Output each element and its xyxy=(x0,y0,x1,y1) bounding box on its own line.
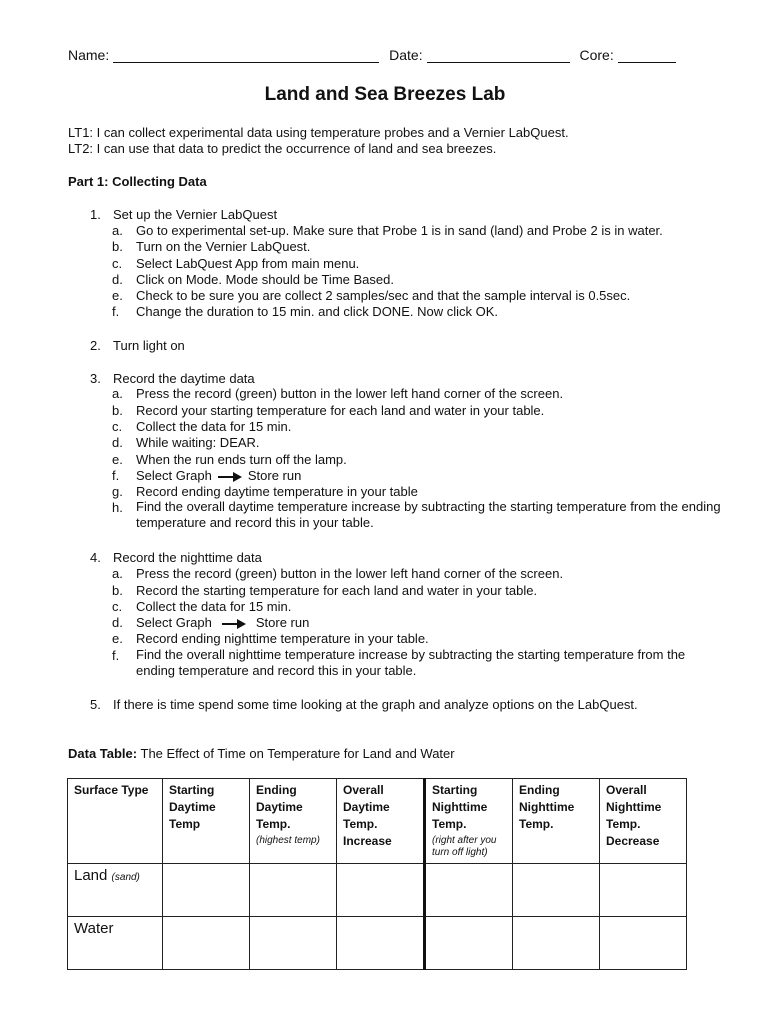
date-label: Date: xyxy=(389,47,423,63)
sub-letter: f. xyxy=(112,648,120,663)
row-label-land: Land (sand) xyxy=(68,864,163,917)
sub-letter: c. xyxy=(112,419,123,434)
caption-bold: Data Table: xyxy=(68,746,138,761)
cell-land-start-night[interactable] xyxy=(425,864,513,917)
header-ending-nighttime-temp: Ending Nighttime Temp. xyxy=(513,779,600,864)
step-number: 2. xyxy=(90,338,101,353)
sub-text: Find the overall nighttime temperature increase by subtracting the starting temperature from the ending temperature and record this in your table. xyxy=(136,647,686,678)
step-3-sub-b xyxy=(112,403,544,418)
date-blank[interactable] xyxy=(427,48,570,63)
data-table-caption xyxy=(68,746,455,761)
step-3-sub-a xyxy=(112,386,563,401)
core-label: Core: xyxy=(579,47,614,63)
sub-text: When the run ends turn off the lamp. xyxy=(136,452,347,467)
sub-letter: d. xyxy=(112,272,123,287)
header-starting-nighttime-temp: Starting Nighttime Temp. (right after you turn off light) xyxy=(425,779,513,864)
step-text: Record the nighttime data xyxy=(113,550,262,565)
cell-land-end-night[interactable] xyxy=(513,864,600,917)
table-row xyxy=(68,864,687,917)
sub-text: Turn on the Vernier LabQuest. xyxy=(136,239,311,254)
sub-text: Record your starting temperature for each land and water in your table. xyxy=(136,403,545,418)
step-text: Record the daytime data xyxy=(113,371,255,386)
sub-text: Record the starting temperature for each land and water in your table. xyxy=(136,583,538,598)
cell-land-end-day[interactable] xyxy=(250,864,337,917)
cell-land-overall-day[interactable] xyxy=(337,864,425,917)
sub-text: Record ending daytime temperature in your table xyxy=(136,484,418,499)
sub-text: Select LabQuest App from main menu. xyxy=(136,256,360,271)
header-overall-nighttime-decrease: Overall Nighttime Temp. Decrease xyxy=(600,779,687,864)
sub-text: Check to be sure you are collect 2 samples/sec and that the sample interval is 0.5sec. xyxy=(136,288,631,303)
sub-text: Press the record (green) button in the lower left hand corner of the screen. xyxy=(136,566,564,581)
learning-target-2: LT2: I can use that data to predict the occurrence of land and sea breezes. xyxy=(68,141,497,156)
step-text: If there is time spend some time looking at the graph and analyze options on the LabQuest. xyxy=(113,697,638,712)
step-4-sub-d xyxy=(112,615,309,630)
right-arrow-icon xyxy=(222,619,246,629)
header-ending-daytime-temp: Ending Daytime Temp. (highest temp) xyxy=(250,779,337,864)
sub-letter: b. xyxy=(112,239,123,254)
sub-text-b: Store run xyxy=(255,615,310,630)
sub-letter: a. xyxy=(112,566,123,581)
step-text: Set up the Vernier LabQuest xyxy=(113,207,278,222)
header-starting-daytime-temp: Starting Daytime Temp xyxy=(163,779,250,864)
step-1-sub-e xyxy=(112,288,630,303)
sub-text-a: Select Graph xyxy=(136,615,212,630)
student-info-line xyxy=(68,47,676,63)
step-3-sub-h xyxy=(112,500,722,531)
sub-letter: f. xyxy=(112,304,120,319)
cell-land-overall-night[interactable] xyxy=(600,864,687,917)
sub-letter: c. xyxy=(112,599,123,614)
caption-text: The Effect of Time on Temperature for Land and Water xyxy=(140,746,455,761)
step-number: 1. xyxy=(90,207,101,222)
sub-letter: a. xyxy=(112,223,123,238)
step-3-sub-d xyxy=(112,435,260,450)
sub-letter: g. xyxy=(112,484,123,499)
cell-water-start-day[interactable] xyxy=(163,917,250,970)
step-4-sub-c xyxy=(112,599,291,614)
cell-water-start-night[interactable] xyxy=(425,917,513,970)
name-blank[interactable] xyxy=(113,48,379,63)
data-table xyxy=(67,778,687,970)
sub-text: Click on Mode. Mode should be Time Based. xyxy=(136,272,394,287)
sub-letter: e. xyxy=(112,452,123,467)
cell-water-overall-night[interactable] xyxy=(600,917,687,970)
step-1-sub-b xyxy=(112,239,310,254)
table-header-row xyxy=(68,779,687,864)
step-3 xyxy=(90,371,255,386)
step-5 xyxy=(90,697,638,712)
core-blank[interactable] xyxy=(618,48,676,63)
step-4-sub-e xyxy=(112,631,429,646)
sub-text-b: Store run xyxy=(247,468,302,483)
sub-letter: e. xyxy=(112,631,123,646)
sub-letter: e. xyxy=(112,288,123,303)
sub-text: Find the overall daytime temperature increase by subtracting the starting temperature from the ending temperature and record this in your table. xyxy=(136,499,721,530)
sub-text: Press the record (green) button in the lower left hand corner of the screen. xyxy=(136,386,564,401)
step-1 xyxy=(90,207,277,222)
step-number: 5. xyxy=(90,697,101,712)
sub-letter: d. xyxy=(112,615,123,630)
step-number: 4. xyxy=(90,550,101,565)
step-1-sub-d xyxy=(112,272,394,287)
step-2 xyxy=(90,338,185,353)
sub-text: Collect the data for 15 min. xyxy=(136,419,292,434)
sub-text: Go to experimental set-up. Make sure that Probe 1 is in sand (land) and Probe 2 is in water. xyxy=(136,223,663,238)
sub-text: Record ending nighttime temperature in your table. xyxy=(136,631,429,646)
step-number: 3. xyxy=(90,371,101,386)
step-4-sub-b xyxy=(112,583,537,598)
step-1-sub-f xyxy=(112,304,498,319)
sub-letter: b. xyxy=(112,583,123,598)
sub-text-a: Select Graph xyxy=(136,468,212,483)
step-text: Turn light on xyxy=(113,338,185,353)
learning-target-1: LT1: I can collect experimental data using temperature probes and a Vernier LabQuest. xyxy=(68,125,569,140)
name-label: Name: xyxy=(68,47,110,63)
step-3-sub-f xyxy=(112,468,301,483)
sub-text: Collect the data for 15 min. xyxy=(136,599,292,614)
step-1-sub-c xyxy=(112,256,359,271)
sub-text: While waiting: DEAR. xyxy=(136,435,260,450)
sub-letter: a. xyxy=(112,386,123,401)
step-4-sub-f xyxy=(112,648,722,679)
header-surface-type: Surface Type xyxy=(68,779,163,864)
table-row xyxy=(68,917,687,970)
cell-water-end-day[interactable] xyxy=(250,917,337,970)
cell-water-end-night[interactable] xyxy=(513,917,600,970)
step-3-sub-g xyxy=(112,484,418,499)
step-4 xyxy=(90,550,262,565)
step-3-sub-c xyxy=(112,419,291,434)
part-1-title: Part 1: Collecting Data xyxy=(68,174,207,189)
right-arrow-icon xyxy=(218,472,242,482)
cell-land-start-day[interactable] xyxy=(163,864,250,917)
page-title: Land and Sea Breezes Lab xyxy=(264,84,506,105)
step-1-sub-a xyxy=(112,223,663,238)
sub-letter: h. xyxy=(112,500,123,515)
sub-letter: f. xyxy=(112,468,120,483)
header-overall-daytime-increase: Overall Daytime Temp. Increase xyxy=(337,779,425,864)
sub-letter: c. xyxy=(112,256,123,271)
step-3-sub-e xyxy=(112,452,347,467)
sub-letter: b. xyxy=(112,403,123,418)
sub-text: Change the duration to 15 min. and click DONE. Now click OK. xyxy=(136,304,498,319)
sub-letter: d. xyxy=(112,435,123,450)
row-label-water: Water xyxy=(68,917,163,970)
cell-water-overall-day[interactable] xyxy=(337,917,425,970)
step-4-sub-a xyxy=(112,566,563,581)
